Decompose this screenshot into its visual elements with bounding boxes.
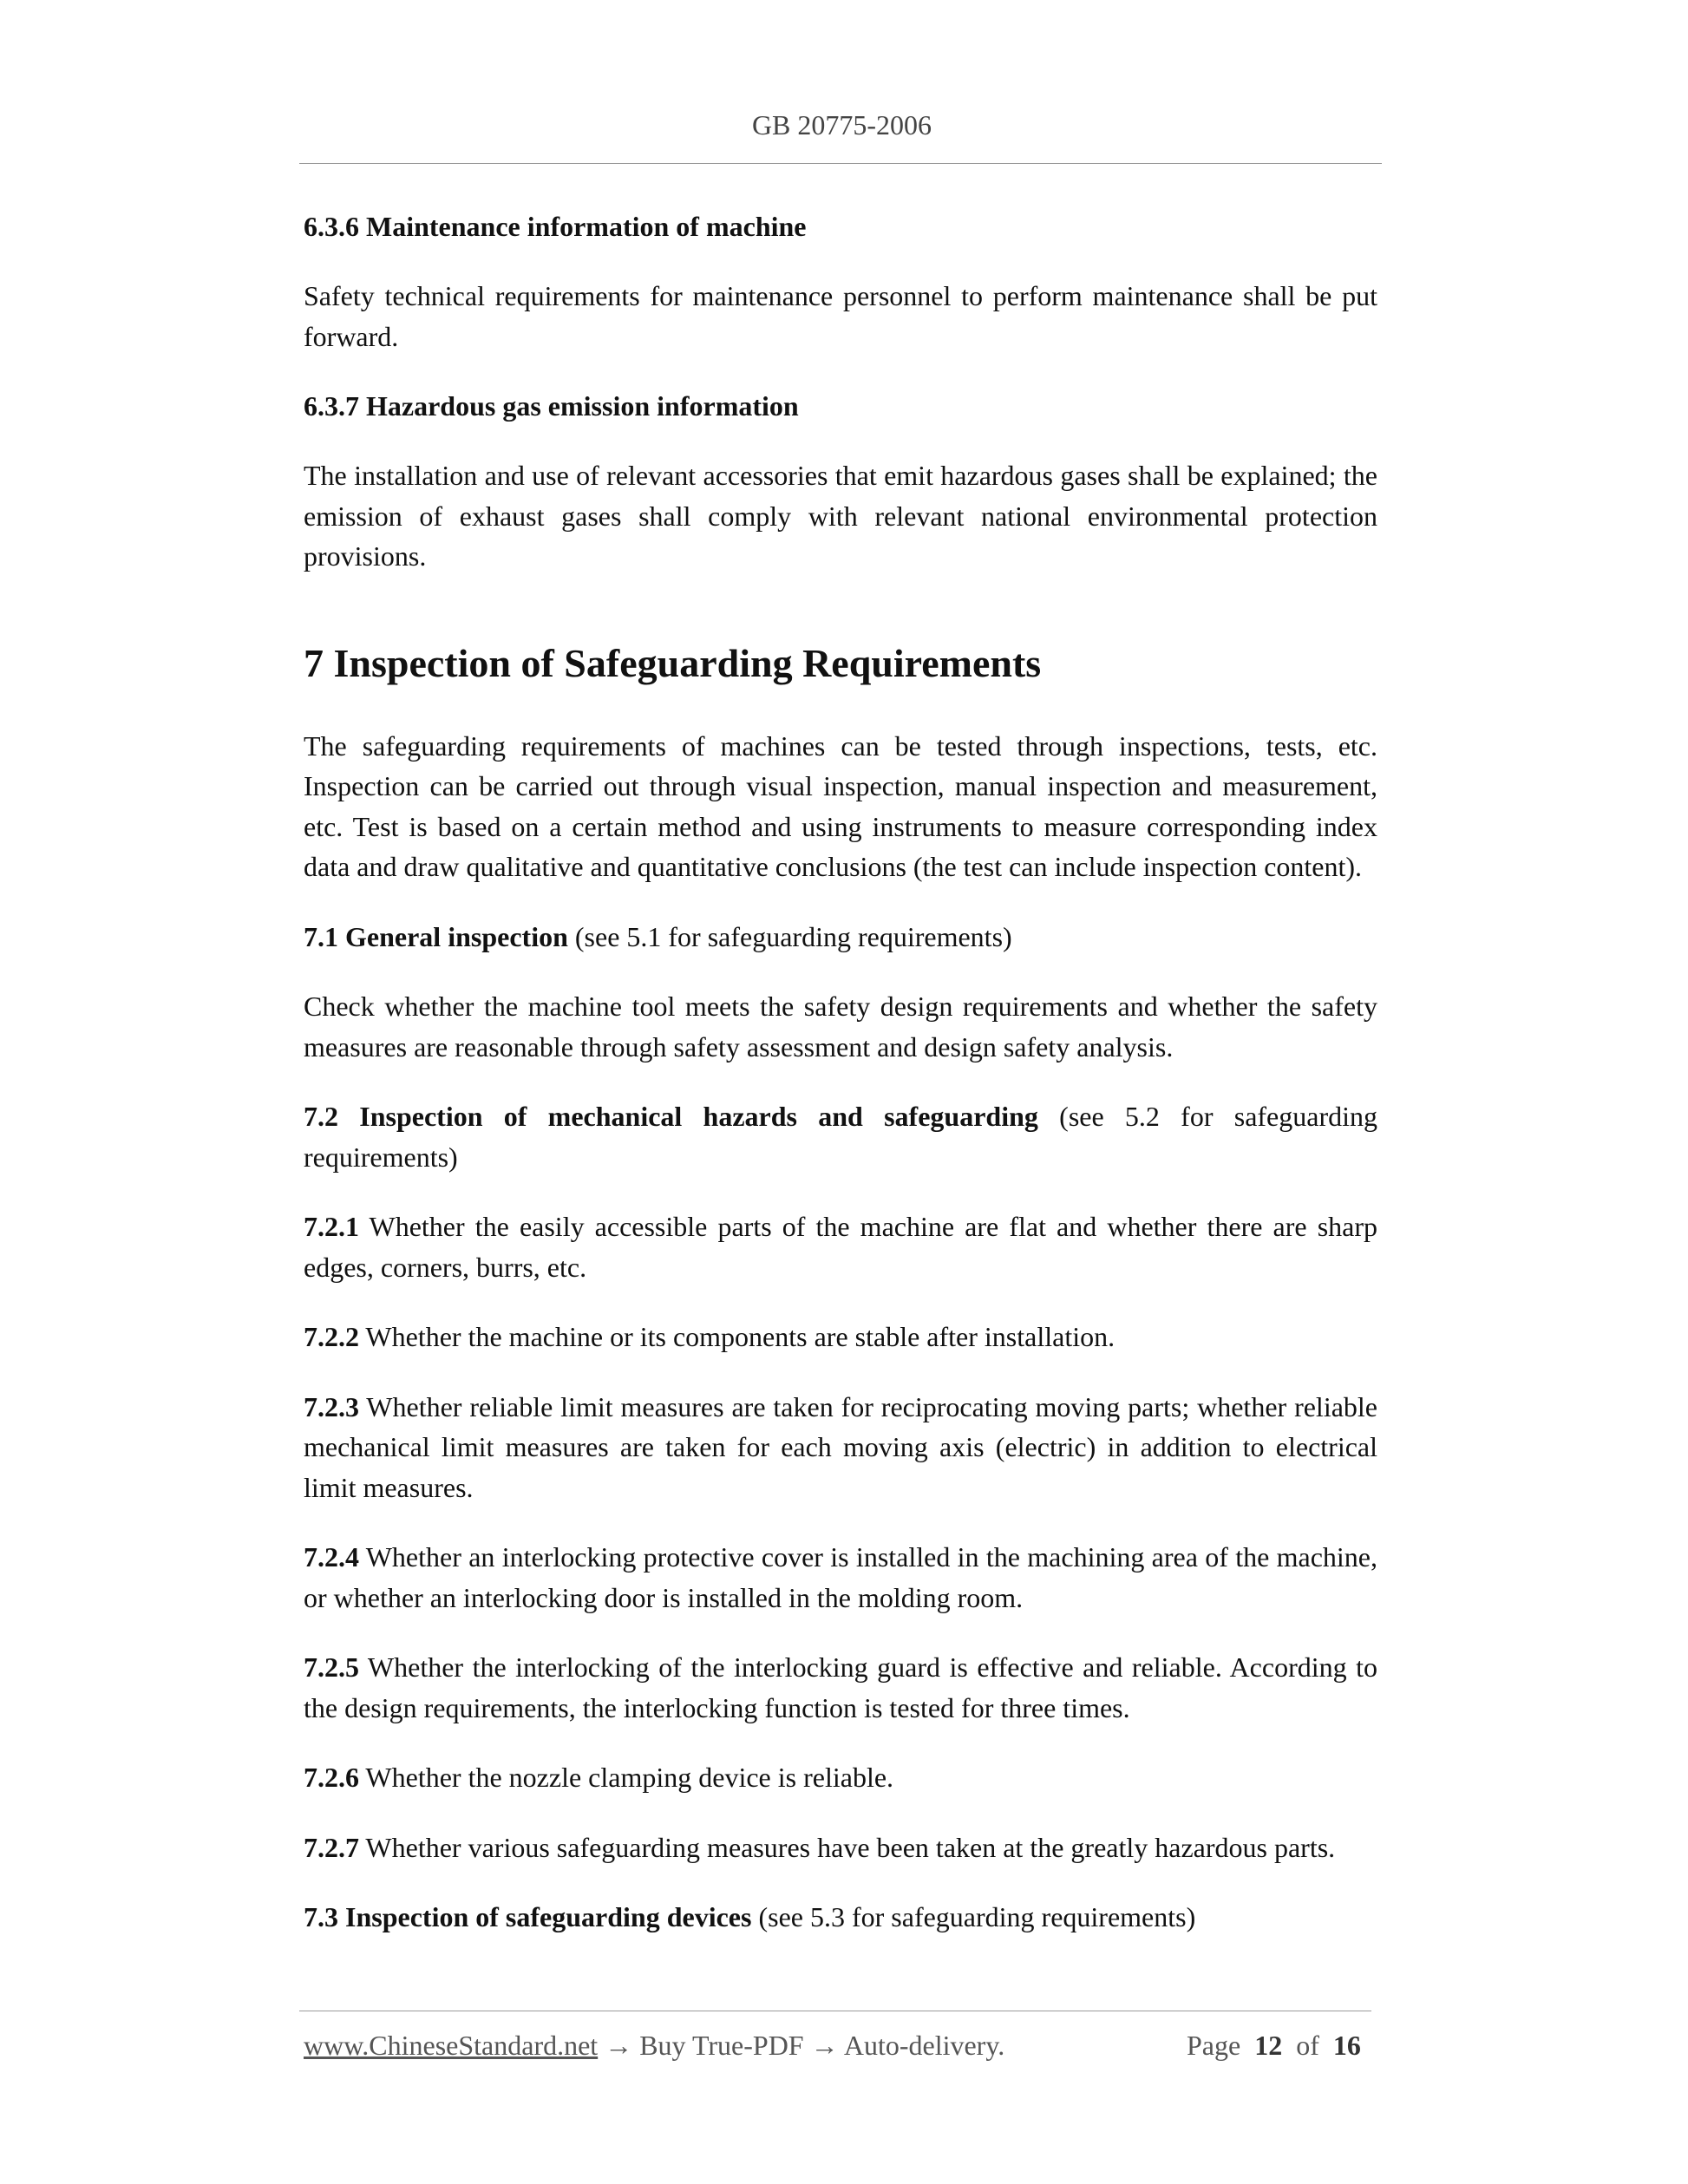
heading-7-2: [304, 1096, 1377, 1177]
of-word: of: [1296, 2030, 1319, 2061]
clause-7-2-4-text: Whether an interlocking protective cover is installed in the machining area of the machine, or whether an interlocking door is installed in the molding room.: [304, 1541, 1377, 1613]
clause-7-2-6-number: 7.2.6: [304, 1762, 359, 1793]
header-divider: [299, 163, 1382, 164]
document-body: [304, 206, 1377, 1967]
footer-promo: [304, 2030, 1004, 2062]
current-page: 12: [1254, 2030, 1283, 2061]
footer-promo-text: → Buy True-PDF → Auto-delivery.: [598, 2030, 1005, 2061]
heading-7-2-label: 7.2 Inspection of mechanical hazards and safeguarding: [304, 1101, 1038, 1132]
heading-7-3: [304, 1897, 1377, 1938]
clause-7-2-6-text: Whether the nozzle clamping device is reliable.: [359, 1762, 894, 1793]
clause-7-2-3: [304, 1387, 1377, 1508]
clause-7-2-6: [304, 1757, 1377, 1798]
heading-7-1-label: 7.1 General inspection: [304, 920, 568, 952]
clause-7-2-1: [304, 1206, 1377, 1287]
clause-7-2-3-number: 7.2.3: [304, 1390, 359, 1422]
website-link[interactable]: www.ChineseStandard.net: [304, 2030, 599, 2061]
heading-7-3-label: 7.3 Inspection of safeguarding devices: [304, 1901, 752, 1932]
heading-7-2-note: (see 5.2 for safeguarding requirements): [304, 1101, 1378, 1173]
clause-7-2-7-number: 7.2.7: [304, 1831, 359, 1863]
clause-7-2-7: [304, 1828, 1377, 1868]
clause-7-2-4: [304, 1537, 1377, 1618]
heading-7-3-note: (see 5.3 for safeguarding requirements): [751, 1901, 1196, 1932]
clause-7-2-1-number: 7.2.1: [304, 1211, 359, 1242]
heading-6-3-6: 6.3.6 Maintenance information of machine: [304, 211, 807, 242]
clause-7-2-5-number: 7.2.5: [304, 1651, 359, 1683]
page-word: Page: [1187, 2030, 1241, 2061]
paragraph-6-3-7: The installation and use of relevant accessories that emit hazardous gases shall be explained; the emission of exhaust gases shall comply with relevant national environmental protection provisions.: [304, 460, 1377, 572]
paragraph-6-3-6: Safety technical requirements for maintenance personnel to perform maintenance shall be put forward.: [304, 280, 1377, 352]
heading-7-1-note: (see 5.1 for safeguarding requirements): [567, 920, 1012, 952]
total-pages: 16: [1332, 2030, 1361, 2061]
heading-7-1: [304, 917, 1377, 958]
page-number: [1187, 2030, 1361, 2062]
clause-7-2-3-text: Whether reliable limit measures are taken for reciprocating moving parts; whether reliable mechanical limit measures are taken for each moving axis (electric) in addition to electrical limit measures.: [304, 1390, 1377, 1503]
paragraph-7-1: Check whether the machine tool meets the safety design requirements and whether the safety measures are reasonable through safety assessment and design safety analysis.: [304, 991, 1377, 1063]
heading-section-7: 7 Inspection of Safeguarding Requirements: [304, 640, 1042, 685]
clause-7-2-4-number: 7.2.4: [304, 1541, 359, 1573]
paragraph-section-7: The safeguarding requirements of machines can be tested through inspections, tests, etc. Inspection can be carried out through visual inspection, manual inspection and measurement, etc. Test is based on a certain method and using instruments to measure corresponding index data and draw qualitative and quantitative conclusions (the test can include inspection content).: [304, 729, 1377, 882]
clause-7-2-5: [304, 1647, 1377, 1728]
clause-7-2-1-text: Whether the easily accessible parts of the machine are flat and whether there are sharp edges, corners, burrs, etc.: [304, 1211, 1377, 1283]
clause-7-2-2: [304, 1317, 1377, 1357]
clause-7-2-7-text: Whether various safeguarding measures have been taken at the greatly hazardous parts.: [359, 1831, 1336, 1863]
clause-7-2-5-text: Whether the interlocking of the interlocking guard is effective and reliable. According to the design requirements, the interlocking function is tested for three times.: [304, 1651, 1377, 1723]
clause-7-2-2-number: 7.2.2: [304, 1321, 359, 1352]
page-header: GB 20775-2006: [751, 109, 932, 141]
heading-6-3-7: 6.3.7 Hazardous gas emission information: [304, 390, 799, 422]
clause-7-2-2-text: Whether the machine or its components are stable after installation.: [359, 1321, 1116, 1352]
